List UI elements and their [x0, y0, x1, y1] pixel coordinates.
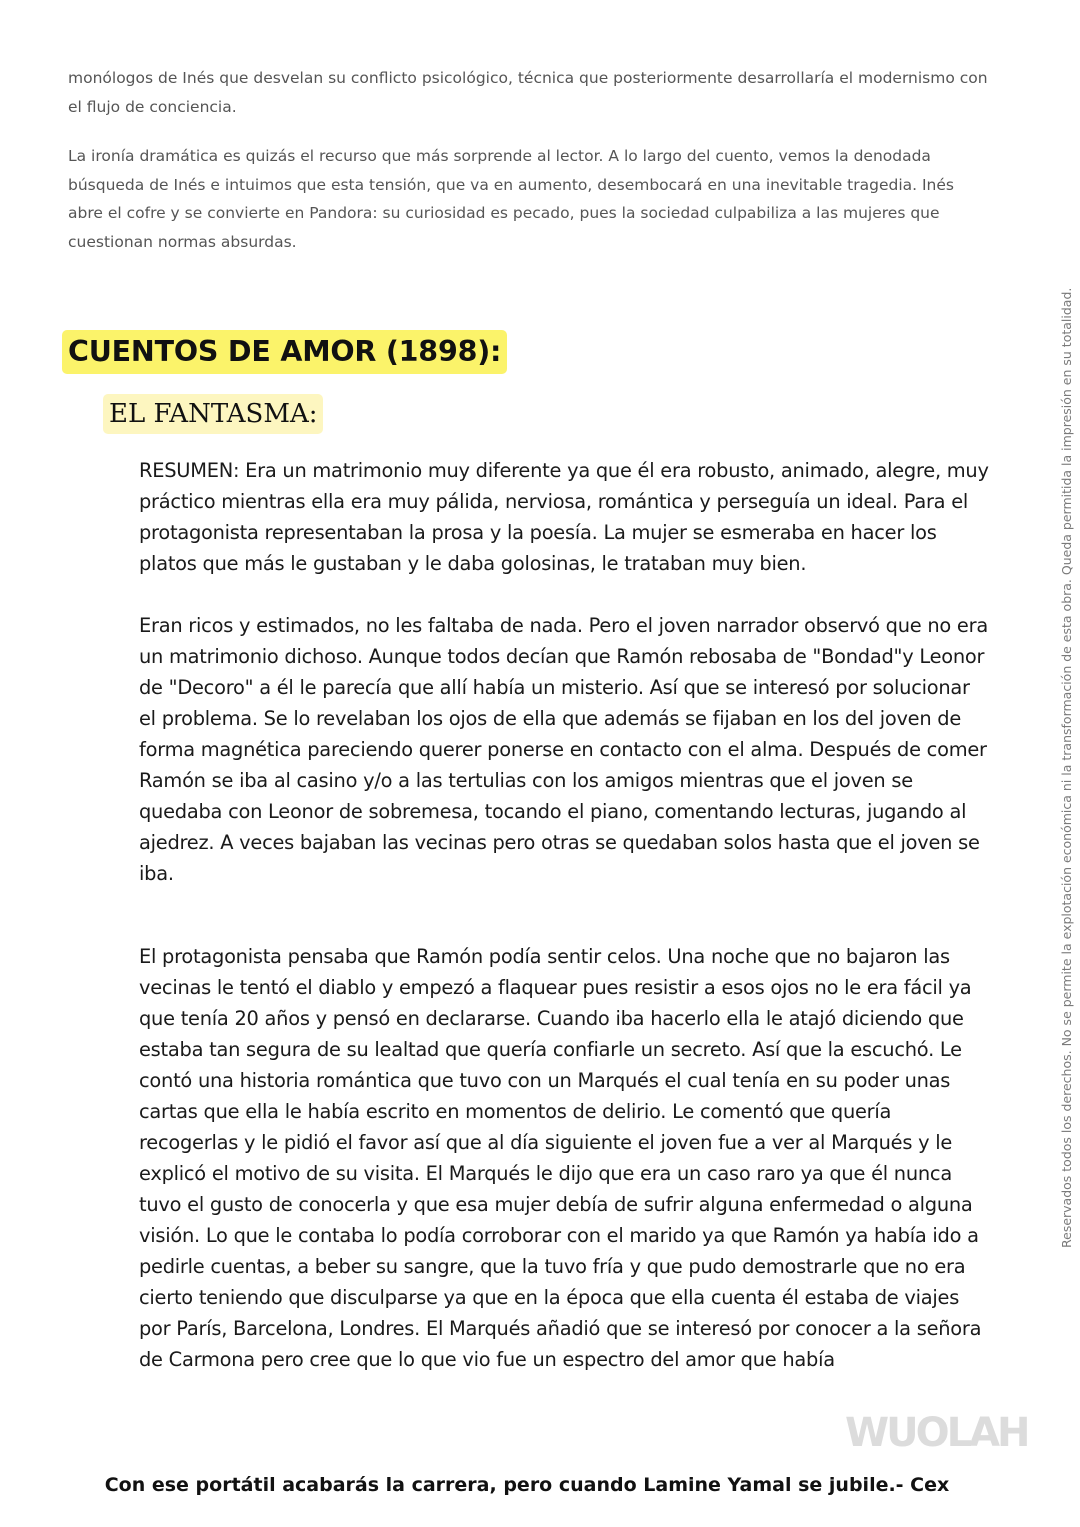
summary-paragraph-3: El protagonista pensaba que Ramón podía sentir celos. Una noche que no bajaron las vecinas le tentó el diablo y empezó a flaquear pues resistir a esos ojos no le era fácil ya que tenía 20 años y pensó en declararse. Cuando iba hacerlo ella le atajó diciendo que estaba tan segura de su lealtad que quería confiarle un secreto. Así que la escuchó. Le contó una historia romántica que tuvo con un Marqués el cual tenía en su poder unas cartas que ella le había escrito en momentos de delirio. Le comentó que quería recogerlas y le pidió el favor así que al día siguiente el joven fue a ver al Marqués y le explicó el motivo de su visita. El Marqués le dijo que era un caso raro ya que él nunca tuvo el gusto de conocerla y que esa mujer debía de sufrir alguna enfermedad o alguna visión. Lo que le contaba lo podía corroborar con el marido ya que Ramón ya había ido a pedirle cuentas, a beber su sangre, que la tuvo fría y que pudo demostrarle que no era cierto teniendo que disculparse ya que en la época que ella cuenta él estaba de viajes por París, Barcelona, Londres. El Marqués añadió que se interesó por conocer a la señora de Carmona pero cree que lo que vio fue un espectro del amor que había — [139, 945, 982, 1371]
story-title: EL FANTASMA: — [103, 394, 323, 434]
intro-paragraph-2: La ironía dramática es quizás el recurso que más sorprende al lector. A lo largo del cuento, vemos la denodada búsqueda de Inés e intuimos que esta tensión, que va en aumento, desembocará en una inevitable tragedia. Inés abre el cofre y se convierte en Pandora: su curiosidad es pecado, pues la sociedad culpabiliza a las mujeres que cuestionan normas absurdas. — [68, 147, 954, 251]
footer-ad-text[interactable]: Con ese portátil acabarás la carrera, pero cuando Lamine Yamal se jubile.- Cex — [104, 1474, 950, 1496]
intro-paragraph-1: monólogos de Inés que desvelan su conflicto psicológico, técnica que posteriormente desarrollaría el modernismo con el flujo de conciencia. — [68, 69, 988, 116]
summary-paragraph-2: Eran ricos y estimados, no les faltaba de nada. Pero el joven narrador observó que no era un matrimonio dichoso. Aunque todos decían que Ramón rebosaba de "Bondad"y Leonor de "Decoro" a él le parecía que allí había un misterio. Así que se interesó por solucionar el problema. Se lo revelaban los ojos de ella que además se fijaban en los del joven de forma magnética pareciendo querer ponerse en contacto con el alma. Después de comer Ramón se iba al casino y/o a las tertulias con los amigos mientras que el joven se quedaba con Leonor de sobremesa, tocando el piano, comentando lecturas, jugando al ajedrez. A veces bajaban las vecinas pero otras se quedaban solos hasta que el joven se iba. — [139, 614, 988, 885]
copyright-notice: Reservados todos los derechos. No se permite la explotación económica ni la transformación de esta obra. Queda permitida la impresión en su totalidad. — [1059, 287, 1074, 1248]
summary-paragraph-1: RESUMEN: Era un matrimonio muy diferente ya que él era robusto, animado, alegre, muy práctico mientras ella era muy pálida, nerviosa, romántica y perseguía un ideal. Para el protagonista representaban la prosa y la poesía. La mujer se esmeraba en hacer los platos que más le gustaban y le daba golosinas, le trataban muy bien. — [139, 459, 989, 575]
section-title: CUENTOS DE AMOR (1898): — [62, 330, 507, 374]
wuolah-logo[interactable]: WUOLAH — [845, 1410, 1028, 1456]
